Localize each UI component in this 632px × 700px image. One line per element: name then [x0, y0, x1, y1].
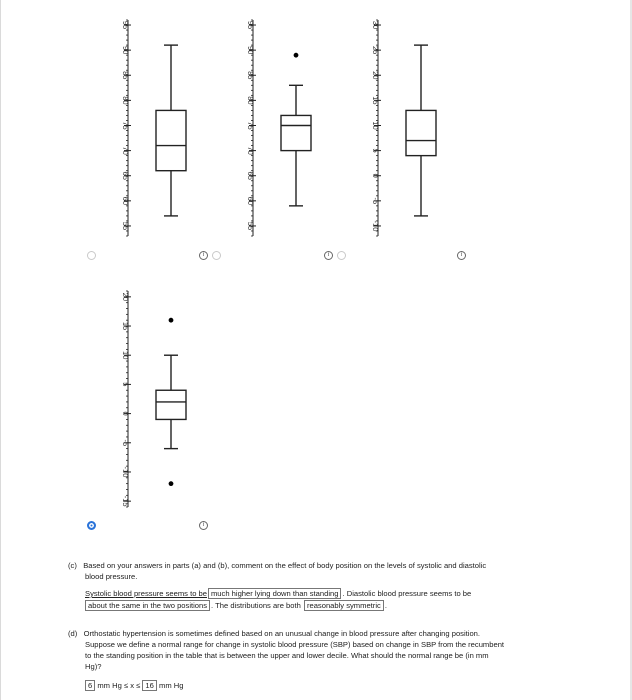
range-inequality-text: mm Hg ≤ x ≤	[97, 681, 141, 690]
info-icon[interactable]: i	[457, 251, 466, 260]
range-unit-text: mm Hg	[159, 681, 184, 690]
option-d-radio[interactable]	[87, 521, 96, 530]
tick-label: 85	[246, 71, 255, 80]
systolic-answer-dropdown[interactable]: much higher lying down than standing	[208, 588, 342, 599]
tick-label: 5	[371, 148, 380, 153]
tick-label: 20	[371, 71, 380, 80]
box-iqr	[281, 115, 311, 150]
tick-label: 90	[246, 45, 255, 55]
option-a-radio[interactable]	[87, 251, 96, 260]
boxplot-option-c	[350, 14, 470, 242]
tick-label: 0	[121, 411, 130, 416]
diastolic-answer-dropdown[interactable]: about the same in the two positions	[85, 600, 210, 611]
tick-label: 55	[121, 221, 130, 231]
box-iqr	[156, 110, 186, 170]
tick-label: 10	[371, 121, 380, 130]
tick-label: 5	[121, 382, 130, 387]
tick-label: -10	[371, 220, 380, 232]
tick-label: 70	[121, 146, 130, 155]
part-d-line4: Hg)?	[85, 662, 102, 671]
boxplot-c-svg	[350, 14, 470, 242]
part-c-sentence3: . The distributions are both	[211, 601, 301, 610]
boxplot-option-a	[100, 14, 220, 242]
tick-label: 80	[246, 96, 255, 105]
tick-label: 15	[371, 96, 380, 105]
tick-label: 25	[371, 45, 380, 55]
tick-label: 80	[121, 96, 130, 105]
boxplot-option-b	[225, 14, 345, 242]
boxplot-a-svg	[100, 14, 220, 242]
tick-label: 90	[121, 45, 130, 55]
part-d-question	[68, 628, 624, 672]
boxplot-d-svg	[100, 285, 220, 513]
tick-label: 95	[121, 20, 130, 30]
tick-label: -5	[121, 439, 130, 447]
tick-label: 55	[246, 221, 255, 231]
part-c-sentence1: Systolic blood pressure seems to be	[85, 589, 207, 598]
part-c-question-line1: Based on your answers in parts (a) and (b), comment on the effect of body position on the levels of systolic and diastolic	[83, 561, 487, 570]
option-b-radio[interactable]	[212, 251, 221, 260]
boxplot-option-d	[100, 285, 220, 513]
tick-label: -10	[121, 466, 130, 478]
tick-label: 95	[246, 20, 255, 30]
left-frame-border	[0, 0, 1, 700]
info-icon[interactable]: i	[324, 251, 333, 260]
part-d-line3: to the standing position in the table that is between the upper and lower decile. What should the normal range be (in mm	[85, 651, 489, 660]
part-d-line2: Suppose we define a normal range for change in systolic blood pressure (SBP) based on change in SBP from the recumbent	[85, 640, 505, 649]
tick-label: -5	[371, 197, 380, 205]
outlier-point	[169, 318, 174, 323]
part-d-answer	[85, 680, 183, 691]
boxplot-b-svg	[225, 14, 345, 242]
tick-label: 65	[121, 171, 130, 180]
outlier-point	[169, 481, 174, 486]
box-iqr	[406, 110, 436, 155]
part-d-line1: Orthostatic hypertension is sometimes defined based on an unusual change in blood pressure after changing position.	[83, 629, 481, 638]
tick-label: 30	[371, 20, 380, 30]
part-c-answer	[85, 588, 625, 612]
tick-label: 70	[246, 146, 255, 155]
part-c-question	[68, 560, 618, 582]
low-value-input[interactable]: 6	[85, 680, 95, 691]
tick-label: 60	[121, 196, 130, 206]
tick-label: 75	[246, 121, 255, 130]
outlier-point	[294, 53, 299, 58]
tick-label: 65	[246, 171, 255, 180]
box-iqr	[156, 390, 186, 419]
distribution-answer-dropdown[interactable]: reasonably symmetric	[304, 600, 384, 611]
tick-label: 85	[121, 71, 130, 80]
option-c-radio[interactable]	[337, 251, 346, 260]
tick-label: 75	[121, 121, 130, 130]
high-value-input[interactable]: 16	[142, 680, 156, 691]
part-c-label: (c)	[68, 561, 77, 570]
part-c-question-line2: blood pressure.	[85, 572, 138, 581]
info-icon[interactable]: i	[199, 251, 208, 260]
tick-label: 20	[121, 292, 130, 302]
info-icon[interactable]: i	[199, 521, 208, 530]
tick-label: -15	[121, 495, 130, 507]
tick-label: 60	[246, 196, 255, 206]
part-d-label: (d)	[68, 629, 78, 638]
tick-label: 15	[121, 321, 130, 331]
tick-label: 0	[371, 173, 380, 178]
part-c-sentence2: . Diastolic blood pressure seems to be	[342, 589, 472, 598]
part-c-sentence4: .	[384, 601, 387, 610]
tick-label: 10	[121, 351, 130, 360]
